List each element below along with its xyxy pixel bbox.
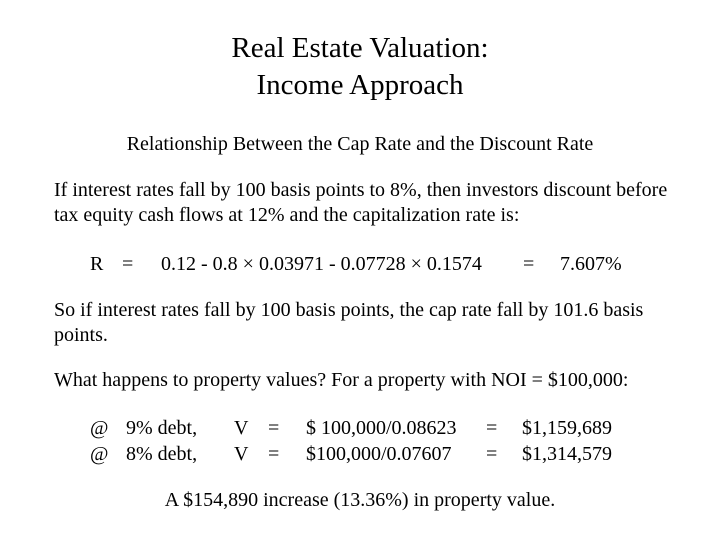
formula-lhs: R [90, 253, 104, 275]
debt-rate: 9% debt, [126, 417, 198, 439]
formula-equals-2: = [523, 253, 535, 275]
value-calculation: $100,000/0.07607 [306, 443, 452, 465]
conclusion-text: A $154,890 increase (13.36%) in property value. [164, 489, 556, 511]
equals-sign: = [268, 443, 280, 465]
at-symbol: @ [90, 443, 109, 465]
at-symbol: @ [90, 417, 109, 439]
section-subtitle: Relationship Between the Cap Rate and the Discount Rate [126, 133, 594, 155]
value-symbol: V [234, 443, 249, 465]
debt-rate: 8% debt, [126, 443, 198, 465]
property-value: $1,159,689 [522, 417, 612, 439]
value-symbol: V [234, 417, 249, 439]
formula-result: 7.607% [560, 253, 622, 275]
paragraph-interest-rate-drop: If interest rates fall by 100 basis points to 8%, then investors discount before tax equity cash flows at 12% and the capitalization rate is: [54, 179, 668, 226]
property-value: $1,314,579 [522, 443, 612, 465]
equals-sign-2: = [486, 443, 498, 465]
formula-equals-1: = [122, 253, 134, 275]
equals-sign-2: = [486, 417, 498, 439]
slide-title [0, 30, 720, 104]
equals-sign: = [268, 417, 280, 439]
title-line-1: Real Estate Valuation: [231, 32, 489, 64]
value-calculation: $ 100,000/0.08623 [306, 417, 457, 439]
paragraph-cap-rate-fall: So if interest rates fall by 100 basis points, the cap rate fall by 101.6 basis points. [54, 299, 644, 346]
formula-expression: 0.12 - 0.8 × 0.03971 - 0.07728 × 0.1574 [161, 253, 482, 275]
paragraph-property-values: What happens to property values? For a property with NOI = $100,000: [54, 369, 629, 391]
title-line-2: Income Approach [256, 69, 464, 101]
